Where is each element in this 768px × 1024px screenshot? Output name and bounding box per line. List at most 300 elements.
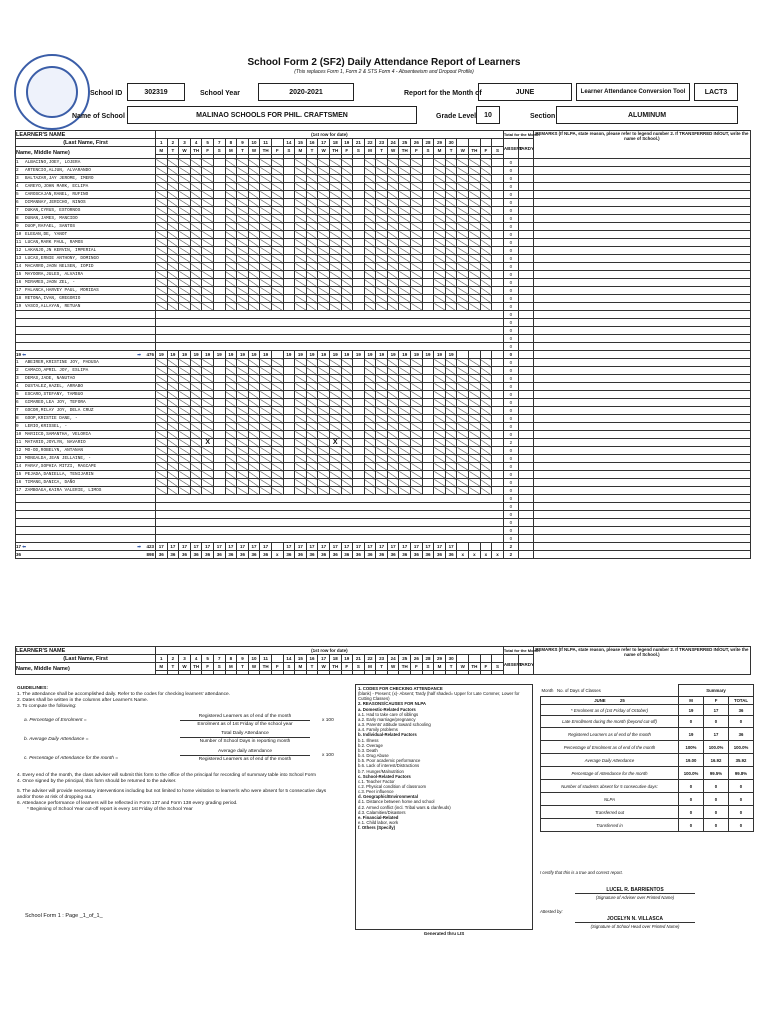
attendance-cell[interactable] — [306, 279, 318, 287]
attendance-cell[interactable] — [411, 199, 423, 207]
attendance-cell[interactable] — [353, 255, 365, 263]
attendance-cell[interactable] — [387, 159, 399, 167]
attendance-cell[interactable] — [422, 183, 434, 191]
attendance-cell[interactable] — [411, 223, 423, 231]
attendance-cell[interactable] — [237, 175, 249, 183]
attendance-cell[interactable] — [457, 191, 469, 199]
attendance-cell[interactable] — [213, 359, 225, 367]
attendance-cell[interactable] — [411, 175, 423, 183]
attendance-cell[interactable] — [492, 247, 504, 255]
attendance-cell[interactable] — [434, 279, 446, 287]
attendance-cell[interactable] — [329, 367, 341, 375]
remarks-cell[interactable] — [533, 519, 750, 527]
attendance-cell[interactable] — [202, 415, 214, 423]
attendance-cell[interactable] — [492, 239, 504, 247]
attendance-cell[interactable] — [480, 271, 492, 279]
attendance-cell[interactable] — [225, 423, 237, 431]
attendance-cell[interactable] — [202, 359, 214, 367]
attendance-cell[interactable] — [469, 439, 481, 447]
attendance-cell[interactable] — [190, 383, 202, 391]
attendance-cell[interactable] — [492, 431, 504, 439]
attendance-cell[interactable] — [306, 263, 318, 271]
attendance-cell[interactable] — [156, 239, 168, 247]
attendance-cell[interactable] — [306, 167, 318, 175]
attendance-cell[interactable] — [445, 263, 457, 271]
attendance-cell[interactable] — [376, 271, 388, 279]
attendance-cell[interactable] — [260, 399, 272, 407]
attendance-cell[interactable] — [306, 255, 318, 263]
attendance-cell[interactable] — [213, 431, 225, 439]
attendance-cell[interactable] — [225, 223, 237, 231]
attendance-cell[interactable] — [283, 303, 295, 311]
attendance-cell[interactable] — [457, 199, 469, 207]
absent-mark[interactable]: X — [329, 439, 341, 447]
attendance-cell[interactable] — [260, 183, 272, 191]
attendance-cell[interactable] — [225, 399, 237, 407]
attendance-cell[interactable] — [318, 231, 330, 239]
attendance-cell[interactable] — [492, 223, 504, 231]
attendance-cell[interactable] — [376, 191, 388, 199]
attendance-cell[interactable] — [376, 367, 388, 375]
attendance-cell[interactable] — [445, 391, 457, 399]
attendance-cell[interactable] — [457, 231, 469, 239]
attendance-cell[interactable] — [225, 239, 237, 247]
attendance-cell[interactable] — [387, 183, 399, 191]
attendance-cell[interactable] — [248, 439, 260, 447]
attendance-cell[interactable] — [399, 255, 411, 263]
attendance-cell[interactable] — [213, 175, 225, 183]
attendance-cell[interactable] — [306, 415, 318, 423]
attendance-cell[interactable] — [399, 175, 411, 183]
attendance-cell[interactable] — [167, 455, 179, 463]
attendance-cell[interactable] — [260, 479, 272, 487]
attendance-cell[interactable] — [318, 175, 330, 183]
attendance-cell[interactable] — [283, 159, 295, 167]
attendance-cell[interactable] — [213, 479, 225, 487]
attendance-cell[interactable] — [399, 263, 411, 271]
attendance-cell[interactable] — [167, 391, 179, 399]
attendance-cell[interactable] — [457, 383, 469, 391]
attendance-cell[interactable] — [179, 287, 191, 295]
attendance-cell[interactable] — [445, 255, 457, 263]
attendance-cell[interactable] — [190, 271, 202, 279]
attendance-cell[interactable] — [480, 279, 492, 287]
attendance-cell[interactable] — [248, 175, 260, 183]
attendance-cell[interactable] — [260, 359, 272, 367]
learner-name[interactable]: 13 LUCAS,ERNIE ANTHONY, DOMINGO — [16, 255, 156, 263]
attendance-cell[interactable] — [225, 455, 237, 463]
attendance-cell[interactable] — [237, 159, 249, 167]
attendance-cell[interactable] — [329, 183, 341, 191]
attendance-cell[interactable] — [190, 455, 202, 463]
attendance-cell[interactable] — [445, 415, 457, 423]
attendance-cell[interactable] — [480, 359, 492, 367]
attendance-cell[interactable] — [445, 487, 457, 495]
attendance-cell[interactable] — [260, 447, 272, 455]
attendance-cell[interactable] — [295, 463, 307, 471]
attendance-cell[interactable] — [457, 159, 469, 167]
attendance-cell[interactable] — [306, 239, 318, 247]
attendance-cell[interactable] — [422, 439, 434, 447]
attendance-cell[interactable] — [411, 439, 423, 447]
attendance-cell[interactable] — [179, 447, 191, 455]
attendance-cell[interactable] — [225, 295, 237, 303]
attendance-cell[interactable] — [306, 463, 318, 471]
attendance-cell[interactable] — [422, 375, 434, 383]
attendance-cell[interactable] — [457, 215, 469, 223]
attendance-cell[interactable] — [260, 423, 272, 431]
attendance-cell[interactable] — [329, 431, 341, 439]
attendance-cell[interactable] — [422, 407, 434, 415]
attendance-cell[interactable] — [260, 287, 272, 295]
attendance-cell[interactable] — [237, 455, 249, 463]
remarks-cell[interactable] — [533, 271, 750, 279]
attendance-cell[interactable] — [248, 255, 260, 263]
attendance-cell[interactable] — [167, 383, 179, 391]
attendance-cell[interactable] — [202, 303, 214, 311]
attendance-cell[interactable] — [411, 191, 423, 199]
learner-name[interactable] — [16, 495, 156, 503]
attendance-cell[interactable] — [469, 263, 481, 271]
attendance-cell[interactable] — [237, 239, 249, 247]
attendance-cell[interactable] — [353, 471, 365, 479]
attendance-cell[interactable] — [457, 271, 469, 279]
attendance-cell[interactable] — [341, 271, 353, 279]
attendance-cell[interactable] — [190, 239, 202, 247]
attendance-cell[interactable] — [480, 383, 492, 391]
attendance-cell[interactable] — [248, 399, 260, 407]
attendance-cell[interactable] — [237, 263, 249, 271]
attendance-cell[interactable] — [492, 487, 504, 495]
attendance-cell[interactable] — [306, 391, 318, 399]
attendance-cell[interactable] — [492, 439, 504, 447]
attendance-cell[interactable] — [156, 287, 168, 295]
learner-name[interactable]: 19 VASCO,ALLAYAN, RETUAN — [16, 303, 156, 311]
attendance-cell[interactable] — [364, 407, 376, 415]
attendance-cell[interactable] — [190, 223, 202, 231]
attendance-cell[interactable] — [411, 295, 423, 303]
attendance-cell[interactable] — [341, 199, 353, 207]
attendance-cell[interactable] — [353, 199, 365, 207]
attendance-cell[interactable] — [260, 415, 272, 423]
remarks-cell[interactable] — [533, 231, 750, 239]
learner-name[interactable]: 6 GIMAREO,LEA JOY, TEFORA — [16, 399, 156, 407]
attendance-cell[interactable] — [306, 359, 318, 367]
attendance-cell[interactable] — [411, 255, 423, 263]
attendance-cell[interactable] — [492, 215, 504, 223]
attendance-cell[interactable] — [156, 279, 168, 287]
remarks-cell[interactable] — [533, 183, 750, 191]
attendance-cell[interactable] — [306, 487, 318, 495]
attendance-cell[interactable] — [434, 199, 446, 207]
attendance-cell[interactable] — [434, 271, 446, 279]
attendance-cell[interactable] — [364, 287, 376, 295]
attendance-cell[interactable] — [271, 207, 283, 215]
attendance-cell[interactable] — [353, 431, 365, 439]
attendance-cell[interactable] — [492, 367, 504, 375]
attendance-cell[interactable] — [260, 239, 272, 247]
attendance-cell[interactable] — [260, 487, 272, 495]
attendance-cell[interactable] — [213, 191, 225, 199]
attendance-cell[interactable] — [202, 191, 214, 199]
attendance-cell[interactable] — [341, 239, 353, 247]
attendance-cell[interactable] — [445, 215, 457, 223]
attendance-cell[interactable] — [202, 287, 214, 295]
attendance-cell[interactable] — [353, 399, 365, 407]
attendance-cell[interactable] — [167, 199, 179, 207]
attendance-cell[interactable] — [422, 303, 434, 311]
attendance-cell[interactable] — [156, 463, 168, 471]
attendance-cell[interactable] — [248, 423, 260, 431]
attendance-cell[interactable] — [156, 295, 168, 303]
attendance-cell[interactable] — [376, 463, 388, 471]
attendance-cell[interactable] — [376, 447, 388, 455]
attendance-cell[interactable] — [190, 295, 202, 303]
learner-name[interactable]: 3 DEMAS,JADE, NANUTAO — [16, 375, 156, 383]
attendance-cell[interactable] — [480, 183, 492, 191]
attendance-cell[interactable] — [376, 295, 388, 303]
attendance-cell[interactable] — [260, 295, 272, 303]
learner-name[interactable]: 8 GOOP,KRISTIE DANE, - — [16, 415, 156, 423]
attendance-cell[interactable] — [457, 263, 469, 271]
attendance-cell[interactable] — [492, 159, 504, 167]
attendance-cell[interactable] — [190, 487, 202, 495]
attendance-cell[interactable] — [213, 367, 225, 375]
remarks-cell[interactable] — [533, 407, 750, 415]
attendance-cell[interactable] — [445, 375, 457, 383]
attendance-cell[interactable] — [156, 407, 168, 415]
attendance-cell[interactable] — [492, 263, 504, 271]
attendance-cell[interactable] — [341, 159, 353, 167]
attendance-cell[interactable] — [156, 215, 168, 223]
remarks-cell[interactable] — [533, 295, 750, 303]
learner-name[interactable]: 17 ZAMBOAGA,KAIRA VALERIE, LIMOS — [16, 487, 156, 495]
attendance-cell[interactable] — [237, 423, 249, 431]
learner-name[interactable]: 6 DIMANNAY,JERICHO, NINOS — [16, 199, 156, 207]
attendance-cell[interactable] — [364, 215, 376, 223]
attendance-cell[interactable] — [318, 447, 330, 455]
attendance-cell[interactable] — [422, 383, 434, 391]
attendance-cell[interactable] — [364, 383, 376, 391]
attendance-cell[interactable] — [434, 367, 446, 375]
remarks-cell[interactable] — [533, 527, 750, 535]
attendance-cell[interactable] — [190, 279, 202, 287]
attendance-cell[interactable] — [329, 279, 341, 287]
attendance-cell[interactable] — [190, 359, 202, 367]
attendance-cell[interactable] — [469, 279, 481, 287]
attendance-cell[interactable] — [202, 367, 214, 375]
attendance-cell[interactable] — [445, 431, 457, 439]
attendance-cell[interactable] — [434, 359, 446, 367]
attendance-cell[interactable] — [225, 255, 237, 263]
attendance-cell[interactable] — [399, 367, 411, 375]
attendance-cell[interactable] — [237, 215, 249, 223]
attendance-cell[interactable] — [237, 479, 249, 487]
attendance-cell[interactable] — [202, 263, 214, 271]
attendance-cell[interactable] — [364, 223, 376, 231]
attendance-cell[interactable] — [225, 271, 237, 279]
attendance-cell[interactable] — [387, 231, 399, 239]
attendance-cell[interactable] — [341, 471, 353, 479]
attendance-cell[interactable] — [434, 303, 446, 311]
attendance-cell[interactable] — [492, 207, 504, 215]
attendance-cell[interactable] — [283, 463, 295, 471]
attendance-cell[interactable] — [376, 487, 388, 495]
attendance-cell[interactable] — [271, 367, 283, 375]
attendance-cell[interactable] — [376, 439, 388, 447]
attendance-cell[interactable] — [248, 207, 260, 215]
attendance-cell[interactable] — [399, 223, 411, 231]
attendance-cell[interactable] — [260, 263, 272, 271]
attendance-cell[interactable] — [295, 431, 307, 439]
remarks-cell[interactable] — [533, 199, 750, 207]
attendance-cell[interactable] — [434, 215, 446, 223]
attendance-cell[interactable] — [283, 423, 295, 431]
attendance-cell[interactable] — [387, 487, 399, 495]
attendance-cell[interactable] — [190, 175, 202, 183]
attendance-cell[interactable] — [318, 303, 330, 311]
attendance-cell[interactable] — [167, 247, 179, 255]
attendance-cell[interactable] — [457, 255, 469, 263]
attendance-cell[interactable] — [492, 295, 504, 303]
attendance-cell[interactable] — [329, 391, 341, 399]
attendance-cell[interactable] — [283, 247, 295, 255]
attendance-cell[interactable] — [156, 471, 168, 479]
attendance-cell[interactable] — [434, 463, 446, 471]
attendance-cell[interactable] — [248, 479, 260, 487]
attendance-cell[interactable] — [213, 303, 225, 311]
attendance-cell[interactable] — [167, 231, 179, 239]
attendance-cell[interactable] — [387, 295, 399, 303]
attendance-cell[interactable] — [469, 359, 481, 367]
attendance-cell[interactable] — [237, 383, 249, 391]
attendance-cell[interactable] — [225, 263, 237, 271]
attendance-cell[interactable] — [237, 255, 249, 263]
attendance-cell[interactable] — [376, 159, 388, 167]
attendance-cell[interactable] — [260, 375, 272, 383]
attendance-cell[interactable] — [260, 383, 272, 391]
attendance-cell[interactable] — [469, 479, 481, 487]
attendance-cell[interactable] — [237, 207, 249, 215]
attendance-cell[interactable] — [376, 423, 388, 431]
attendance-cell[interactable] — [469, 383, 481, 391]
attendance-cell[interactable] — [295, 479, 307, 487]
attendance-cell[interactable] — [480, 375, 492, 383]
attendance-cell[interactable] — [318, 271, 330, 279]
attendance-cell[interactable] — [376, 415, 388, 423]
attendance-cell[interactable] — [387, 207, 399, 215]
attendance-cell[interactable] — [237, 295, 249, 303]
school-id-field[interactable]: 302319 — [127, 83, 185, 101]
attendance-cell[interactable] — [306, 231, 318, 239]
attendance-cell[interactable] — [480, 159, 492, 167]
attendance-cell[interactable] — [248, 279, 260, 287]
attendance-cell[interactable] — [225, 191, 237, 199]
attendance-cell[interactable] — [329, 231, 341, 239]
attendance-cell[interactable] — [364, 271, 376, 279]
attendance-cell[interactable] — [179, 383, 191, 391]
attendance-cell[interactable] — [179, 207, 191, 215]
attendance-cell[interactable] — [399, 167, 411, 175]
attendance-cell[interactable] — [492, 383, 504, 391]
attendance-cell[interactable] — [364, 231, 376, 239]
remarks-cell[interactable] — [533, 287, 750, 295]
attendance-cell[interactable] — [179, 391, 191, 399]
attendance-cell[interactable] — [422, 271, 434, 279]
attendance-cell[interactable] — [295, 263, 307, 271]
attendance-cell[interactable] — [190, 303, 202, 311]
attendance-cell[interactable] — [295, 159, 307, 167]
attendance-cell[interactable] — [271, 231, 283, 239]
attendance-cell[interactable] — [411, 479, 423, 487]
attendance-cell[interactable] — [399, 199, 411, 207]
attendance-cell[interactable] — [306, 295, 318, 303]
attendance-cell[interactable] — [376, 479, 388, 487]
attendance-cell[interactable] — [387, 255, 399, 263]
attendance-cell[interactable] — [422, 431, 434, 439]
attendance-cell[interactable] — [445, 439, 457, 447]
attendance-cell[interactable] — [295, 439, 307, 447]
attendance-cell[interactable] — [167, 303, 179, 311]
attendance-cell[interactable] — [480, 439, 492, 447]
attendance-cell[interactable] — [445, 399, 457, 407]
attendance-cell[interactable] — [248, 375, 260, 383]
attendance-cell[interactable] — [283, 167, 295, 175]
attendance-cell[interactable] — [156, 175, 168, 183]
attendance-cell[interactable] — [445, 247, 457, 255]
attendance-cell[interactable] — [341, 375, 353, 383]
attendance-cell[interactable] — [318, 383, 330, 391]
attendance-cell[interactable] — [306, 399, 318, 407]
attendance-cell[interactable] — [260, 223, 272, 231]
attendance-cell[interactable] — [202, 279, 214, 287]
learner-name[interactable]: 17 PALANCA,HARVEY PAUL, MORIDAS — [16, 287, 156, 295]
attendance-cell[interactable] — [271, 399, 283, 407]
attendance-cell[interactable] — [341, 223, 353, 231]
attendance-cell[interactable] — [283, 447, 295, 455]
attendance-cell[interactable] — [469, 287, 481, 295]
attendance-cell[interactable] — [399, 303, 411, 311]
attendance-cell[interactable] — [364, 199, 376, 207]
attendance-cell[interactable] — [306, 183, 318, 191]
attendance-cell[interactable] — [457, 471, 469, 479]
attendance-cell[interactable] — [480, 407, 492, 415]
attendance-cell[interactable] — [248, 271, 260, 279]
attendance-cell[interactable] — [434, 399, 446, 407]
learner-name[interactable]: 8 DUNAN,JAMES, MANCIDO — [16, 215, 156, 223]
attendance-cell[interactable] — [329, 255, 341, 263]
learner-name[interactable]: 10 ELEGAN,DE, YANOT — [16, 231, 156, 239]
attendance-cell[interactable] — [422, 207, 434, 215]
attendance-cell[interactable] — [329, 487, 341, 495]
remarks-cell[interactable] — [533, 511, 750, 519]
attendance-cell[interactable] — [260, 191, 272, 199]
learner-name[interactable]: 9 DUOP,RAFAEL, SANTOS — [16, 223, 156, 231]
attendance-cell[interactable] — [469, 487, 481, 495]
attendance-cell[interactable] — [411, 183, 423, 191]
attendance-cell[interactable] — [202, 183, 214, 191]
attendance-cell[interactable] — [434, 239, 446, 247]
attendance-cell[interactable] — [295, 239, 307, 247]
attendance-cell[interactable] — [156, 271, 168, 279]
attendance-cell[interactable] — [295, 407, 307, 415]
attendance-cell[interactable] — [341, 247, 353, 255]
attendance-cell[interactable] — [190, 231, 202, 239]
attendance-cell[interactable] — [422, 239, 434, 247]
attendance-cell[interactable] — [411, 247, 423, 255]
attendance-cell[interactable] — [469, 447, 481, 455]
remarks-cell[interactable] — [533, 303, 750, 311]
